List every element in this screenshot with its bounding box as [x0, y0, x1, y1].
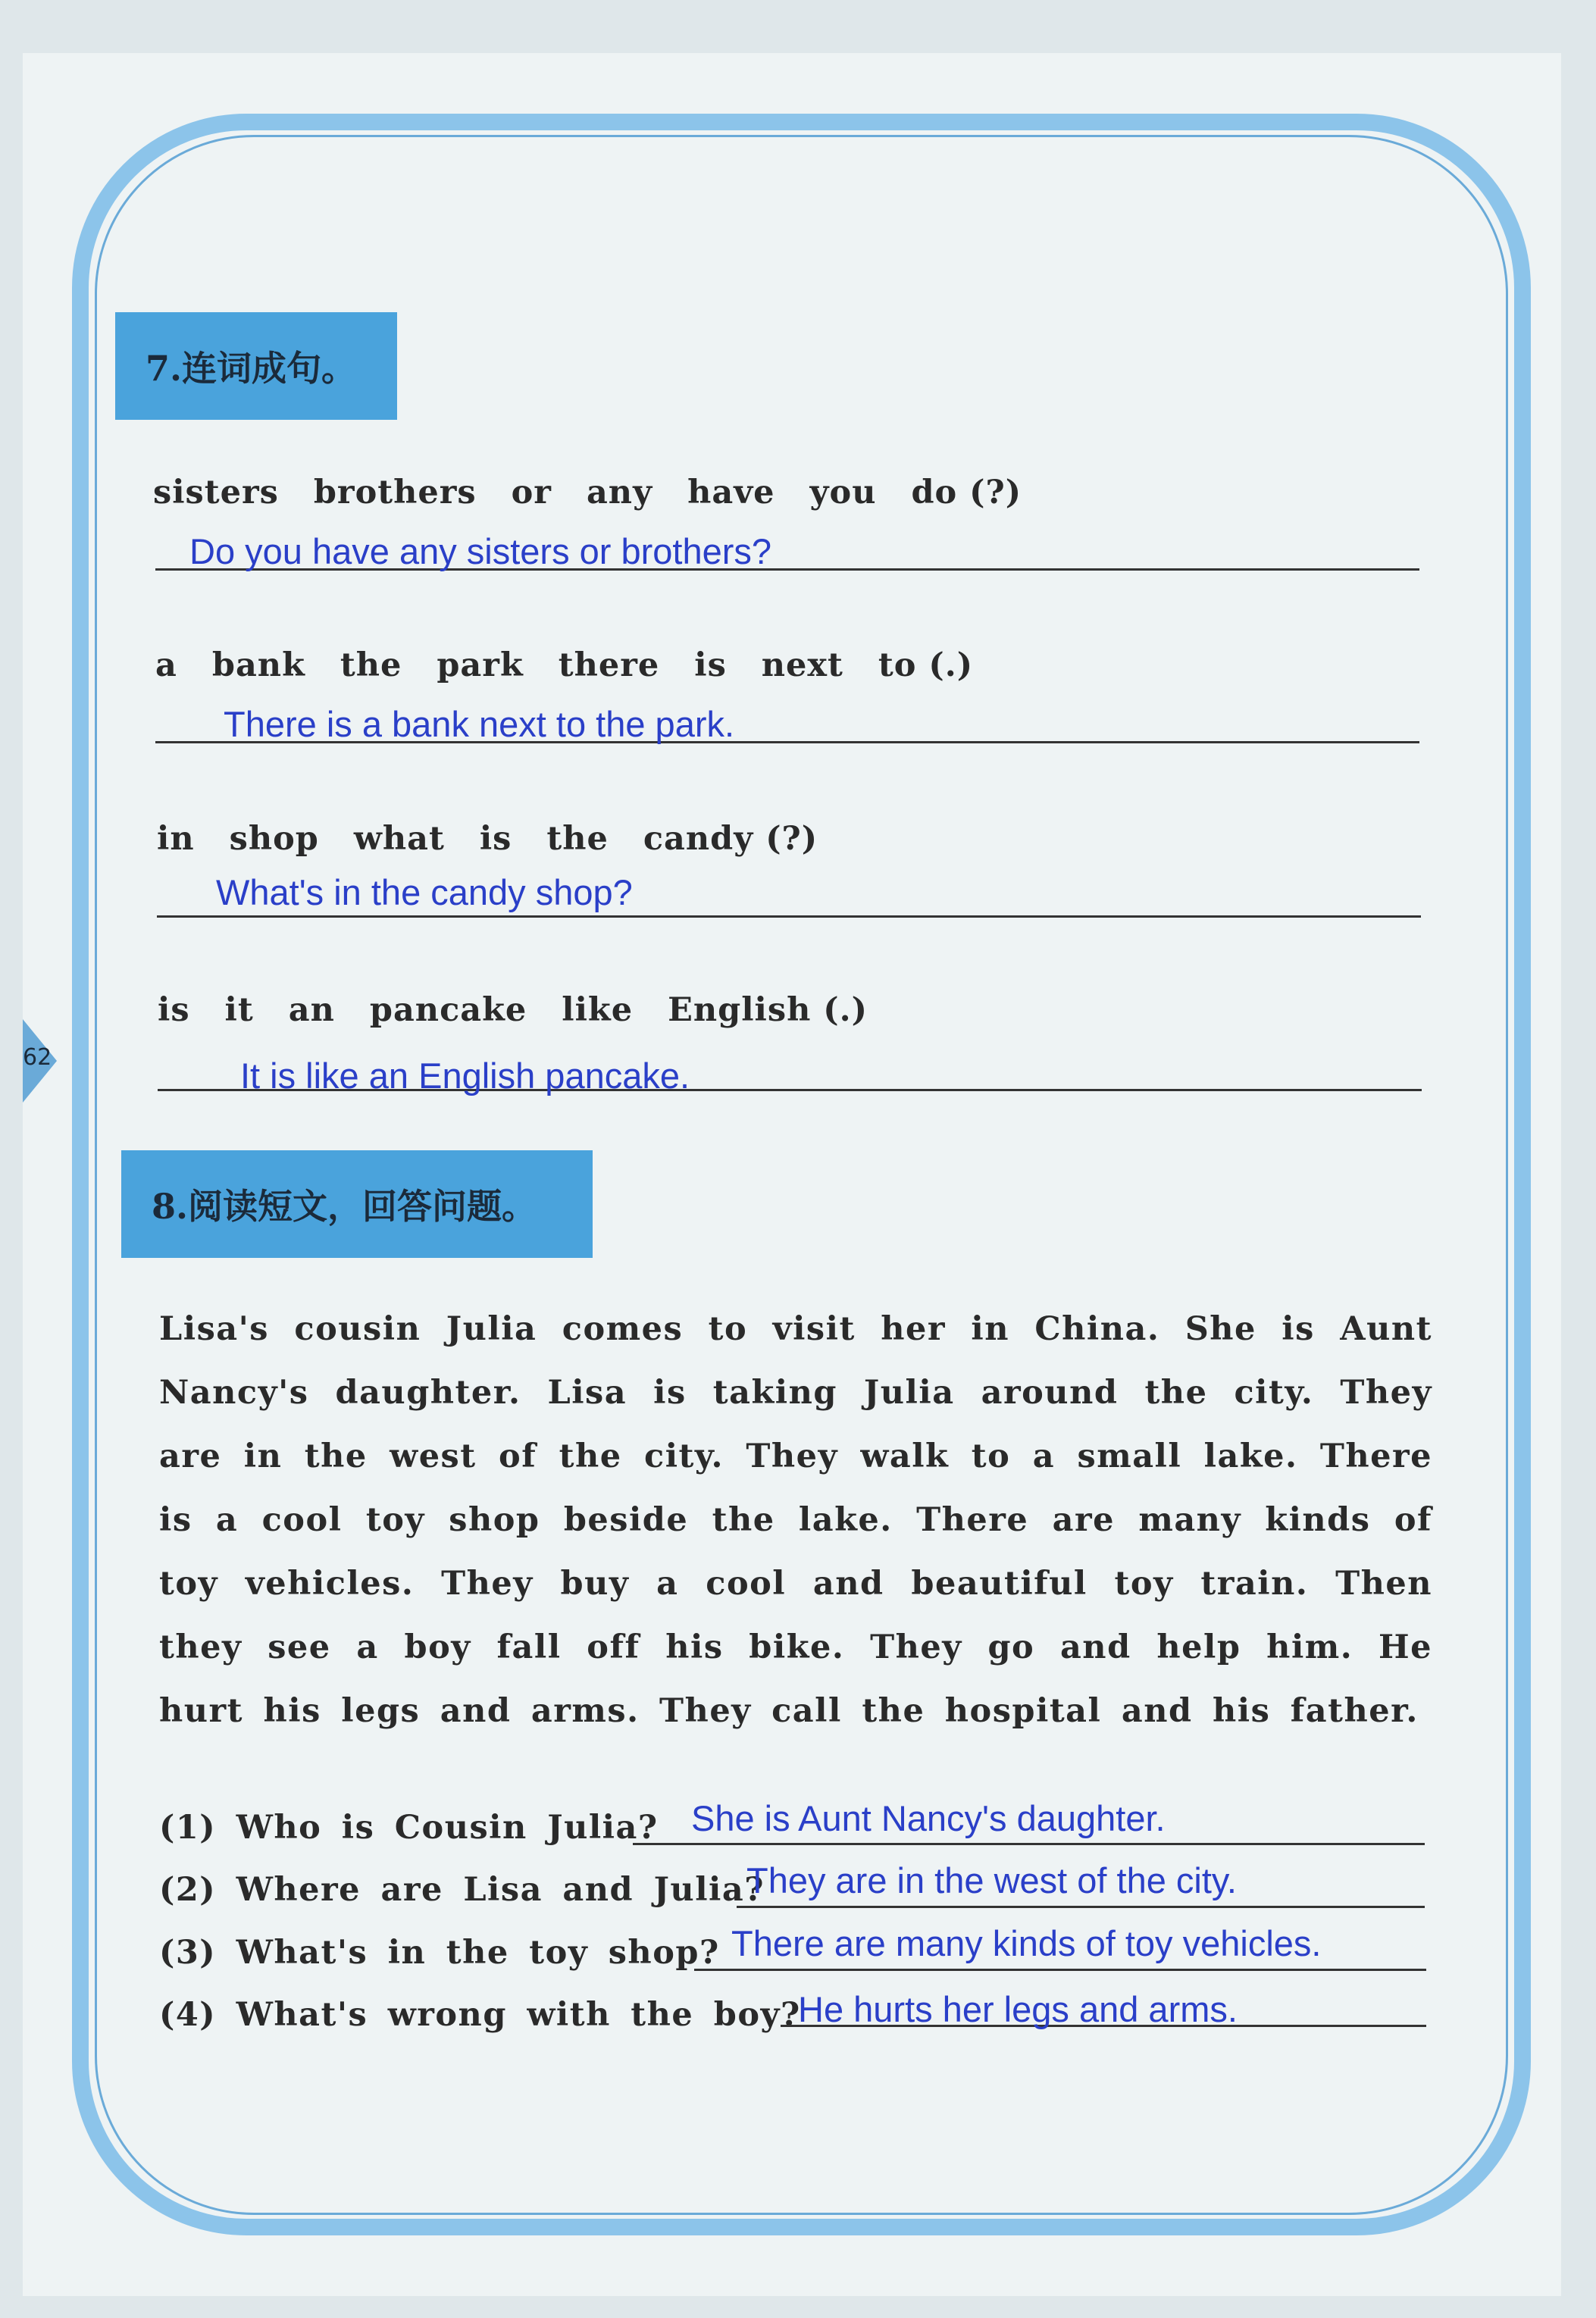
word: a	[155, 646, 177, 684]
word: is	[158, 991, 190, 1029]
scrambled-words-1	[153, 474, 1056, 511]
answer-line-q3[interactable]	[694, 1969, 1426, 1971]
word: do (?)	[911, 474, 1022, 511]
word: next	[761, 646, 843, 684]
word: the	[340, 646, 402, 684]
word: or	[511, 474, 552, 511]
answer-q2: They are in the west of the city.	[746, 1860, 1237, 1900]
word: candy (?)	[643, 820, 818, 858]
scrambled-words-2	[155, 646, 1008, 684]
answer-2: There is a bank next to the park.	[224, 704, 735, 744]
scrambled-words-3	[157, 820, 853, 858]
question-4: (4) What's wrong with the boy?	[159, 1996, 801, 2034]
scrambled-words-4	[158, 991, 903, 1029]
word: English (.)	[668, 991, 868, 1029]
word: bank	[211, 646, 305, 684]
word: shop	[229, 820, 319, 858]
answer-q4: He hurts her legs and arms.	[798, 1989, 1238, 2029]
word: is	[479, 820, 512, 858]
word: what	[353, 820, 445, 858]
reading-passage: Lisa's cousin Julia comes to visit her in China. She is Aunt Nancy's daughter. Lisa is taking Julia around the city. They are in the west of the city. They walk to a small lake. There is a cool toy shop beside the lake. There are many kinds of toy vehicles. They buy a cool and beautiful toy train. Then they see a boy fall off his bike. They go and help him. He hurt his legs and arms. They call the hospital and his father.	[159, 1310, 1432, 1730]
question-2: (2) Where are Lisa and Julia?	[159, 1871, 765, 1909]
word: pancake	[369, 991, 527, 1029]
section-8-title: 8.阅读短文，回答问题。	[121, 1150, 593, 1258]
word: like	[562, 991, 634, 1029]
word: in	[157, 820, 195, 858]
word: you	[809, 474, 877, 511]
word: park	[437, 646, 524, 684]
answer-3: What's in the candy shop?	[216, 872, 633, 912]
word: any	[586, 474, 653, 511]
word: it	[224, 991, 254, 1029]
word: there	[558, 646, 660, 684]
word: brothers	[313, 474, 477, 511]
answer-q1: She is Aunt Nancy's daughter.	[691, 1798, 1166, 1838]
answer-1: Do you have any sisters or brothers?	[189, 531, 772, 571]
word: an	[288, 991, 335, 1029]
word: to (.)	[878, 646, 974, 684]
word: is	[694, 646, 727, 684]
word: have	[687, 474, 775, 511]
word: sisters	[153, 474, 279, 511]
question-1: (1) Who is Cousin Julia?	[159, 1809, 659, 1847]
word: the	[546, 820, 609, 858]
answer-line-q1[interactable]	[633, 1843, 1425, 1845]
section-7-title: 7.连词成句。	[115, 312, 397, 420]
answer-line-q2[interactable]	[737, 1906, 1425, 1908]
question-3: (3) What's in the toy shop?	[159, 1934, 720, 1972]
answer-line-3[interactable]	[157, 915, 1421, 918]
page-number: 62	[23, 1044, 52, 1071]
answer-4: It is like an English pancake.	[240, 1056, 690, 1096]
answer-q3: There are many kinds of toy vehicles.	[731, 1923, 1322, 1963]
